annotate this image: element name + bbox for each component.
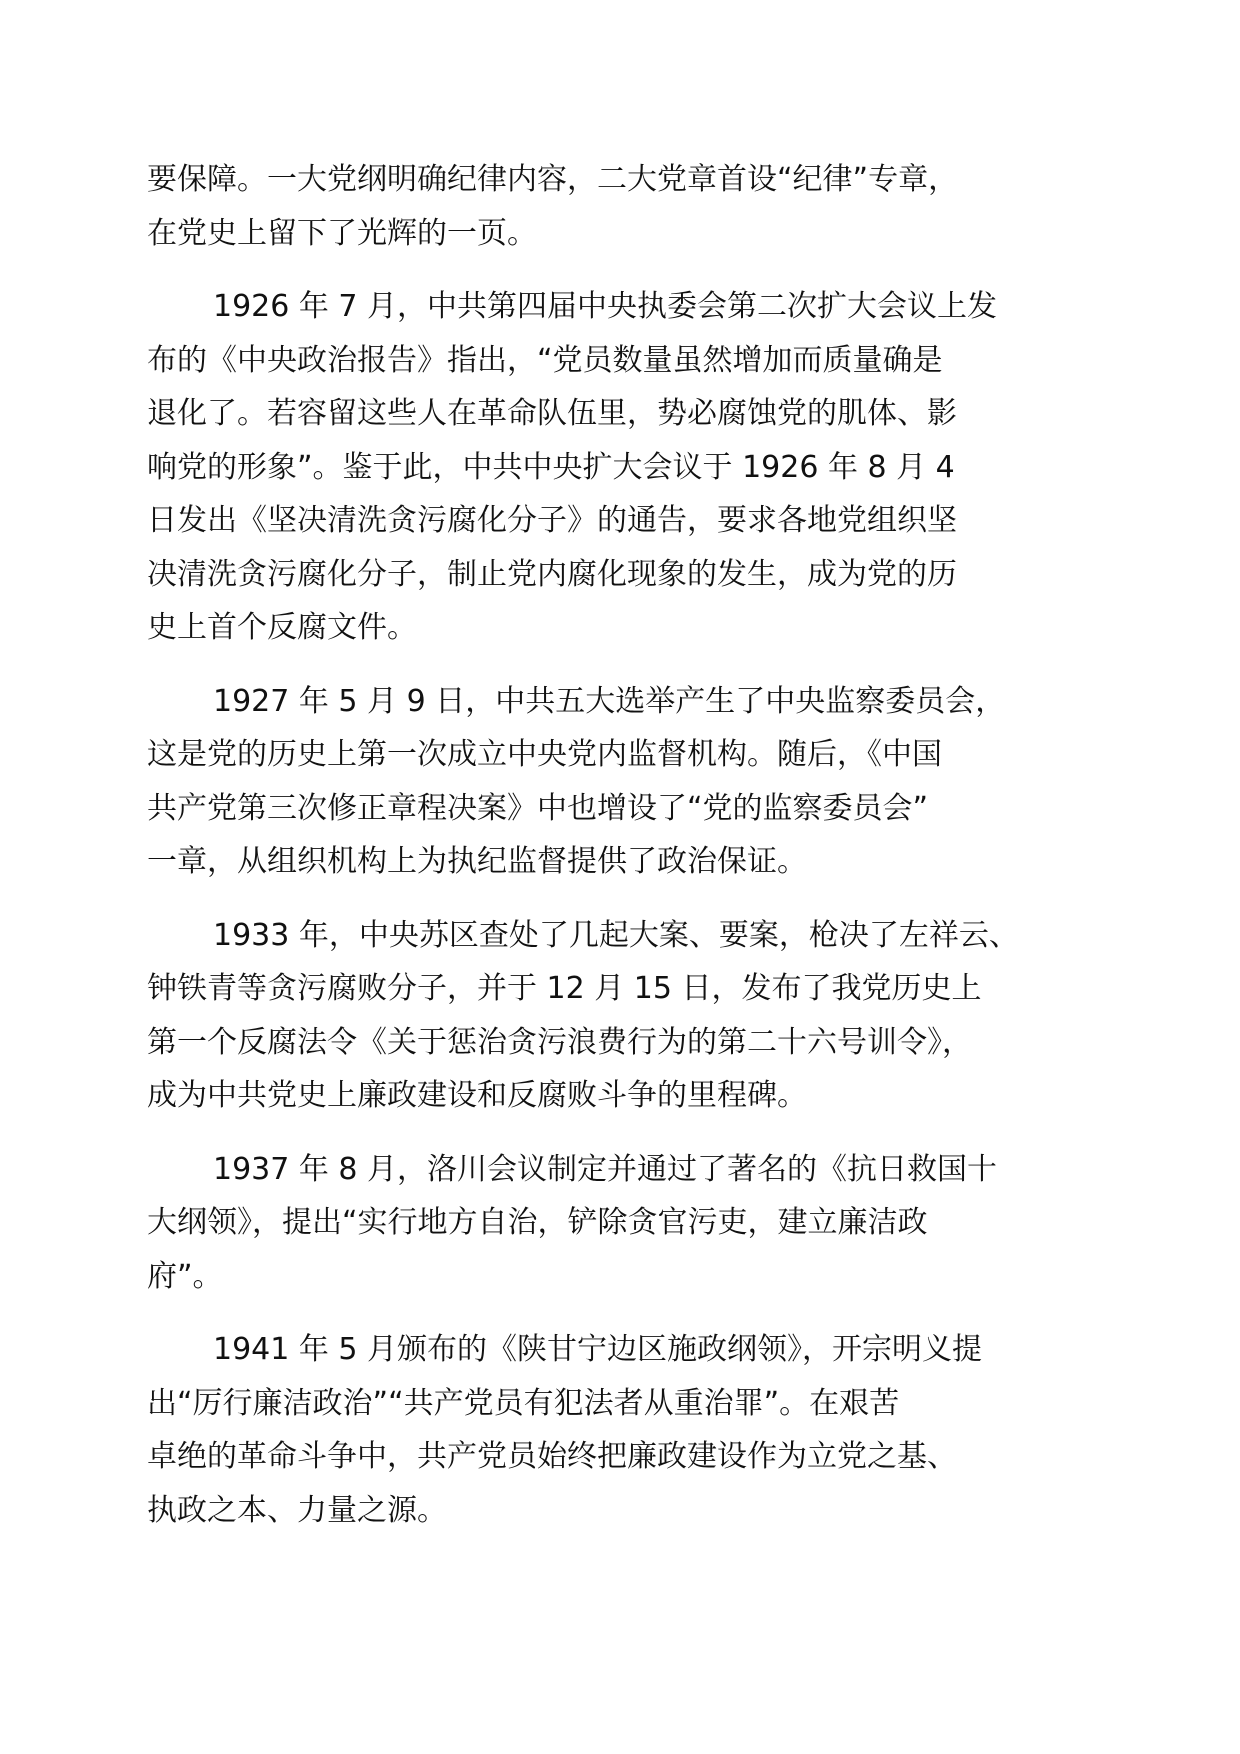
paragraph-1926 (147, 280, 1097, 655)
text-line: 卓绝的革命斗争中，共产党员始终把廉政建设作为立党之基、 (147, 1439, 957, 1474)
text-line: 1941 年 5 月颁布的《陕甘宁边区施政纲领》，开宗明义提 (213, 1332, 983, 1367)
text-line: 府”。 (147, 1258, 223, 1294)
paragraph-continuation (147, 153, 1097, 260)
text-line: 在党史上留下了光辉的一页。 (147, 215, 537, 251)
text-line: 这是党的历史上第一次成立中央党内监督机构。随后，《中国 (147, 737, 942, 772)
text-line: 一章，从组织机构上为执纪监督提供了政治保证。 (147, 844, 807, 879)
text-line: 决清洗贪污腐化分子，制止党内腐化现象的发生，成为党的历 (147, 556, 957, 592)
text-line: 退化了。若容留这些人在革命队伍里，势必腐蚀党的肌体、影 (147, 396, 957, 431)
text-line: 出“厉行廉洁政治”“共产党员有犯法者从重治罪”。在艰苦 (147, 1385, 900, 1421)
paragraph-1937 (147, 1143, 1097, 1304)
text-line: 大纲领》，提出“实行地方自治，铲除贪官污吏，建立廉洁政 (147, 1205, 928, 1240)
paragraph-1933 (147, 909, 1097, 1123)
paragraph-1927 (147, 675, 1097, 889)
text-line: 史上首个反腐文件。 (147, 610, 417, 645)
text-line: 日发出《坚决清洗贪污腐化分子》的通告，要求各地党组织坚 (147, 503, 957, 538)
text-line: 钟铁青等贪污腐败分子，并于 12 月 15 日，发布了我党历史上 (147, 971, 982, 1006)
text-line: 1927 年 5 月 9 日，中共五大选举产生了中央监察委员会， (213, 683, 1006, 719)
text-line: 1926 年 7 月，中共第四届中央执委会第二次扩大会议上发 (213, 289, 998, 324)
text-line: 1937 年 8 月，洛川会议制定并通过了著名的《抗日救国十 (213, 1151, 998, 1187)
text-line: 1933 年，中央苏区查处了几起大案、要案，枪决了左祥云、 (213, 917, 1019, 953)
paragraph-1941 (147, 1323, 1097, 1537)
text-line: 第一个反腐法令《关于惩治贪污浪费行为的第二十六号训令》， (147, 1024, 972, 1060)
text-line: 共产党第三次修正章程决案》中也增设了“党的监察委员会” (147, 790, 929, 826)
text-line: 执政之本、力量之源。 (147, 1492, 447, 1528)
document-body (147, 153, 1097, 1557)
text-line: 要保障。一大党纲明确纪律内容，二大党章首设“纪律”专章， (147, 162, 959, 197)
text-line: 成为中共党史上廉政建设和反腐败斗争的里程碑。 (147, 1078, 807, 1113)
text-line: 布的《中央政治报告》指出，“党员数量虽然增加而质量确是 (147, 342, 943, 378)
text-line: 响党的形象”。鉴于此，中共中央扩大会议于 1926 年 8 月 4 (147, 449, 955, 485)
